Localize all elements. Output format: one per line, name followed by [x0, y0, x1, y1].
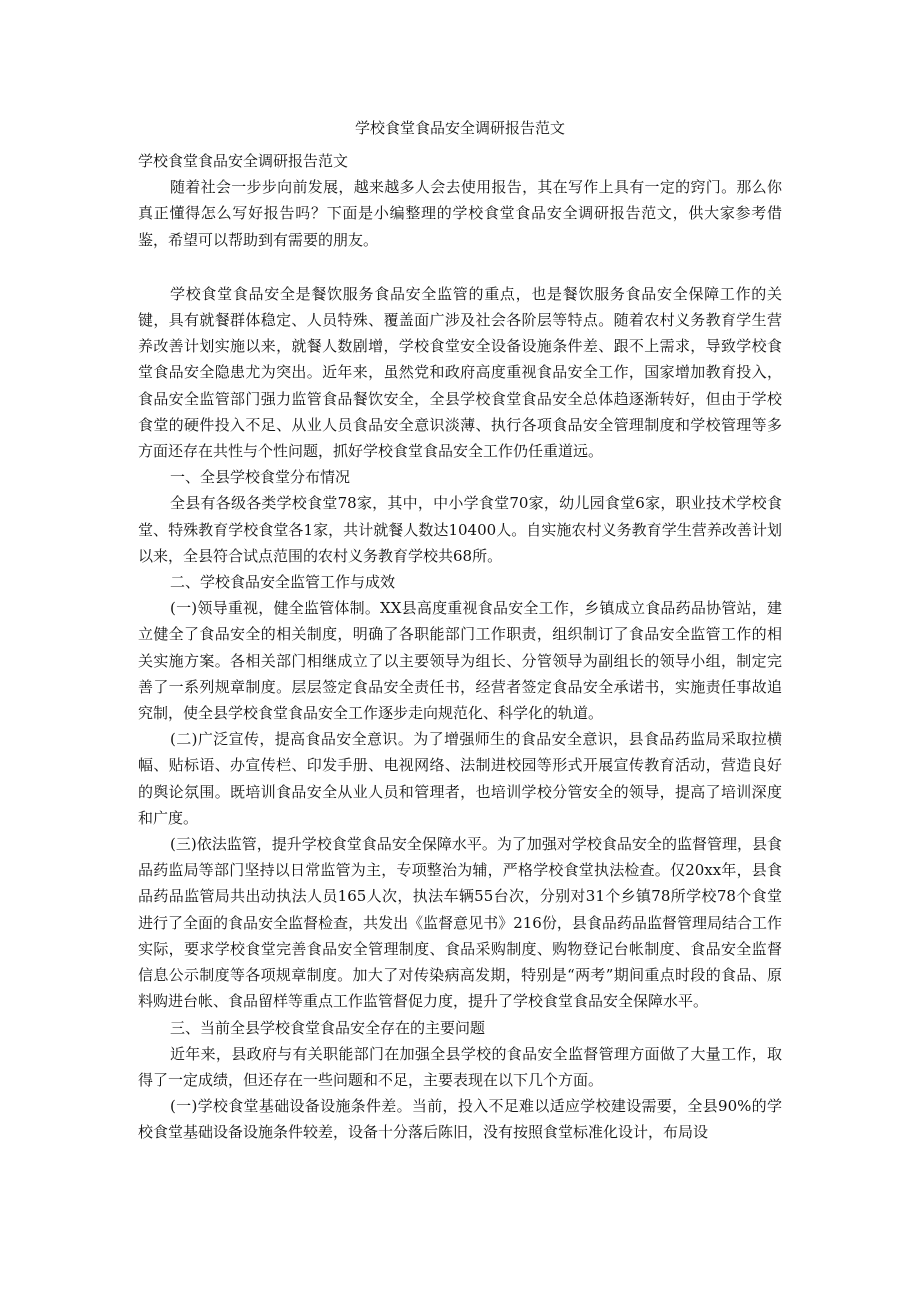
section-2-item-2: (二)广泛宣传，提高食品安全意识。为了增强师生的食品安全意识，县食品药监局采取拉横幅、贴标语、办宣传栏、印发手册、电视网络、法制进校园等形式开展宣传教育活动，营造良好的舆论氛围。既培训食品安全从业人员和管理者，也培训学校分管安全的领导，提高了培训深度和广度。 [138, 730, 782, 827]
section-3-item-1: (一)学校食堂基础设备设施条件差。当前，投入不足难以适应学校建设需要，全县90%的学校食堂基础设备设施条件较差，设备十分落后陈旧，没有按照食堂标准化设计，布局设 [138, 1097, 782, 1142]
section-3-intro: 近年来，县政府与有关职能部门在加强全县学校的食品安全监督管理方面做了大量工作，取得了一定成绩，但还存在一些问题和不足，主要表现在以下几个方面。 [138, 1044, 782, 1089]
section-heading-1: 一、全县学校食堂分布情况 [170, 468, 351, 487]
document-body [138, 148, 782, 1146]
section-2-item-1: (一)领导重视，健全监管体制。XX县高度重视食品安全工作，乡镇成立食品药品协管站，建立健全了食品安全的相关制度，明确了各职能部门工作职责，组织制订了食品安全监管工作的相关实施方案。各相关部门相继成立了以主要领导为组长、分管领导为副组长的领导小组，制定完善了一系列规章制度。层层签定食品安全责任书，经营者签定食品安全承诺书，实施责任事故追究制，使全县学校食堂食品安全工作逐步走向规范化、科学化的轨道。 [138, 599, 782, 723]
document-title: 学校食堂食品安全调研报告范文 [354, 119, 565, 137]
background-paragraph: 学校食堂食品安全是餐饮服务食品安全监管的重点，也是餐饮服务食品安全保障工作的关键，具有就餐群体稳定、人员特殊、覆盖面广涉及社会各阶层等特点。随着农村义务教育学生营养改善计划实施以来，就餐人数剧增，学校食堂安全设备设施条件差、跟不上需求，导致学校食堂食品安全隐患尤为突出。近年来，虽然党和政府高度重视食品安全工作，国家增加教育投入，食品安全监管部门强力监管食品餐饮安全，全县学校食堂食品安全总体趋逐渐转好，但由于学校食堂的硬件投入不足、从业人员食品安全意识淡薄、执行各项食品安全管理制度和学校管理等多方面还存在共性与个性问题，抓好学校食堂食品安全工作仍任重道远。 [138, 284, 782, 461]
section-1-paragraph: 全县有各级各类学校食堂78家，其中，中小学食堂70家，幼儿园食堂6家，职业技术学校食堂、特殊教育学校食堂各1家，共计就餐人数达10400人。自实施农村义务教育学生营养改善计划以来，全县符合试点范围的农村义务教育学校共68所。 [138, 494, 782, 565]
section-heading-2: 二、学校食品安全监管工作与成效 [170, 573, 396, 592]
section-2-item-3: (三)依法监管，提升学校食堂食品安全保障水平。为了加强对学校食品安全的监督管理，县食品药监局等部门坚持以日常监管为主，专项整治为辅，严格学校食堂执法检查。仅20xx年，县食品药品监管局共出动执法人员165人次，执法车辆55台次，分别对31个乡镇78所学校78个食堂进行了全面的食品安全监督检查，共发出《监督意见书》216份，县食品药品监督管理局结合工作实际，要求学校食堂完善食品安全管理制度、食品采购制度、购物登记台帐制度、食品安全监督信息公示制度等各项规章制度。加大了对传染病高发期，特别是“两考”期间重点时段的食品、原料购进台帐、食品留样等重点工作监管督促力度，提升了学校食堂食品安全保障水平。 [138, 835, 782, 1011]
paragraph-gap [138, 253, 782, 281]
intro-paragraph: 随着社会一步步向前发展，越来越多人会去使用报告，其在写作上具有一定的窍门。那么你真正懂得怎么写好报告吗？下面是小编整理的学校食堂食品安全调研报告范文，供大家参考借鉴，希望可以帮助到有需要的朋友。 [138, 178, 782, 249]
section-heading-3: 三、当前全县学校食堂食品安全存在的主要问题 [170, 1018, 486, 1037]
document-subtitle: 学校食堂食品安全调研报告范文 [138, 152, 349, 170]
